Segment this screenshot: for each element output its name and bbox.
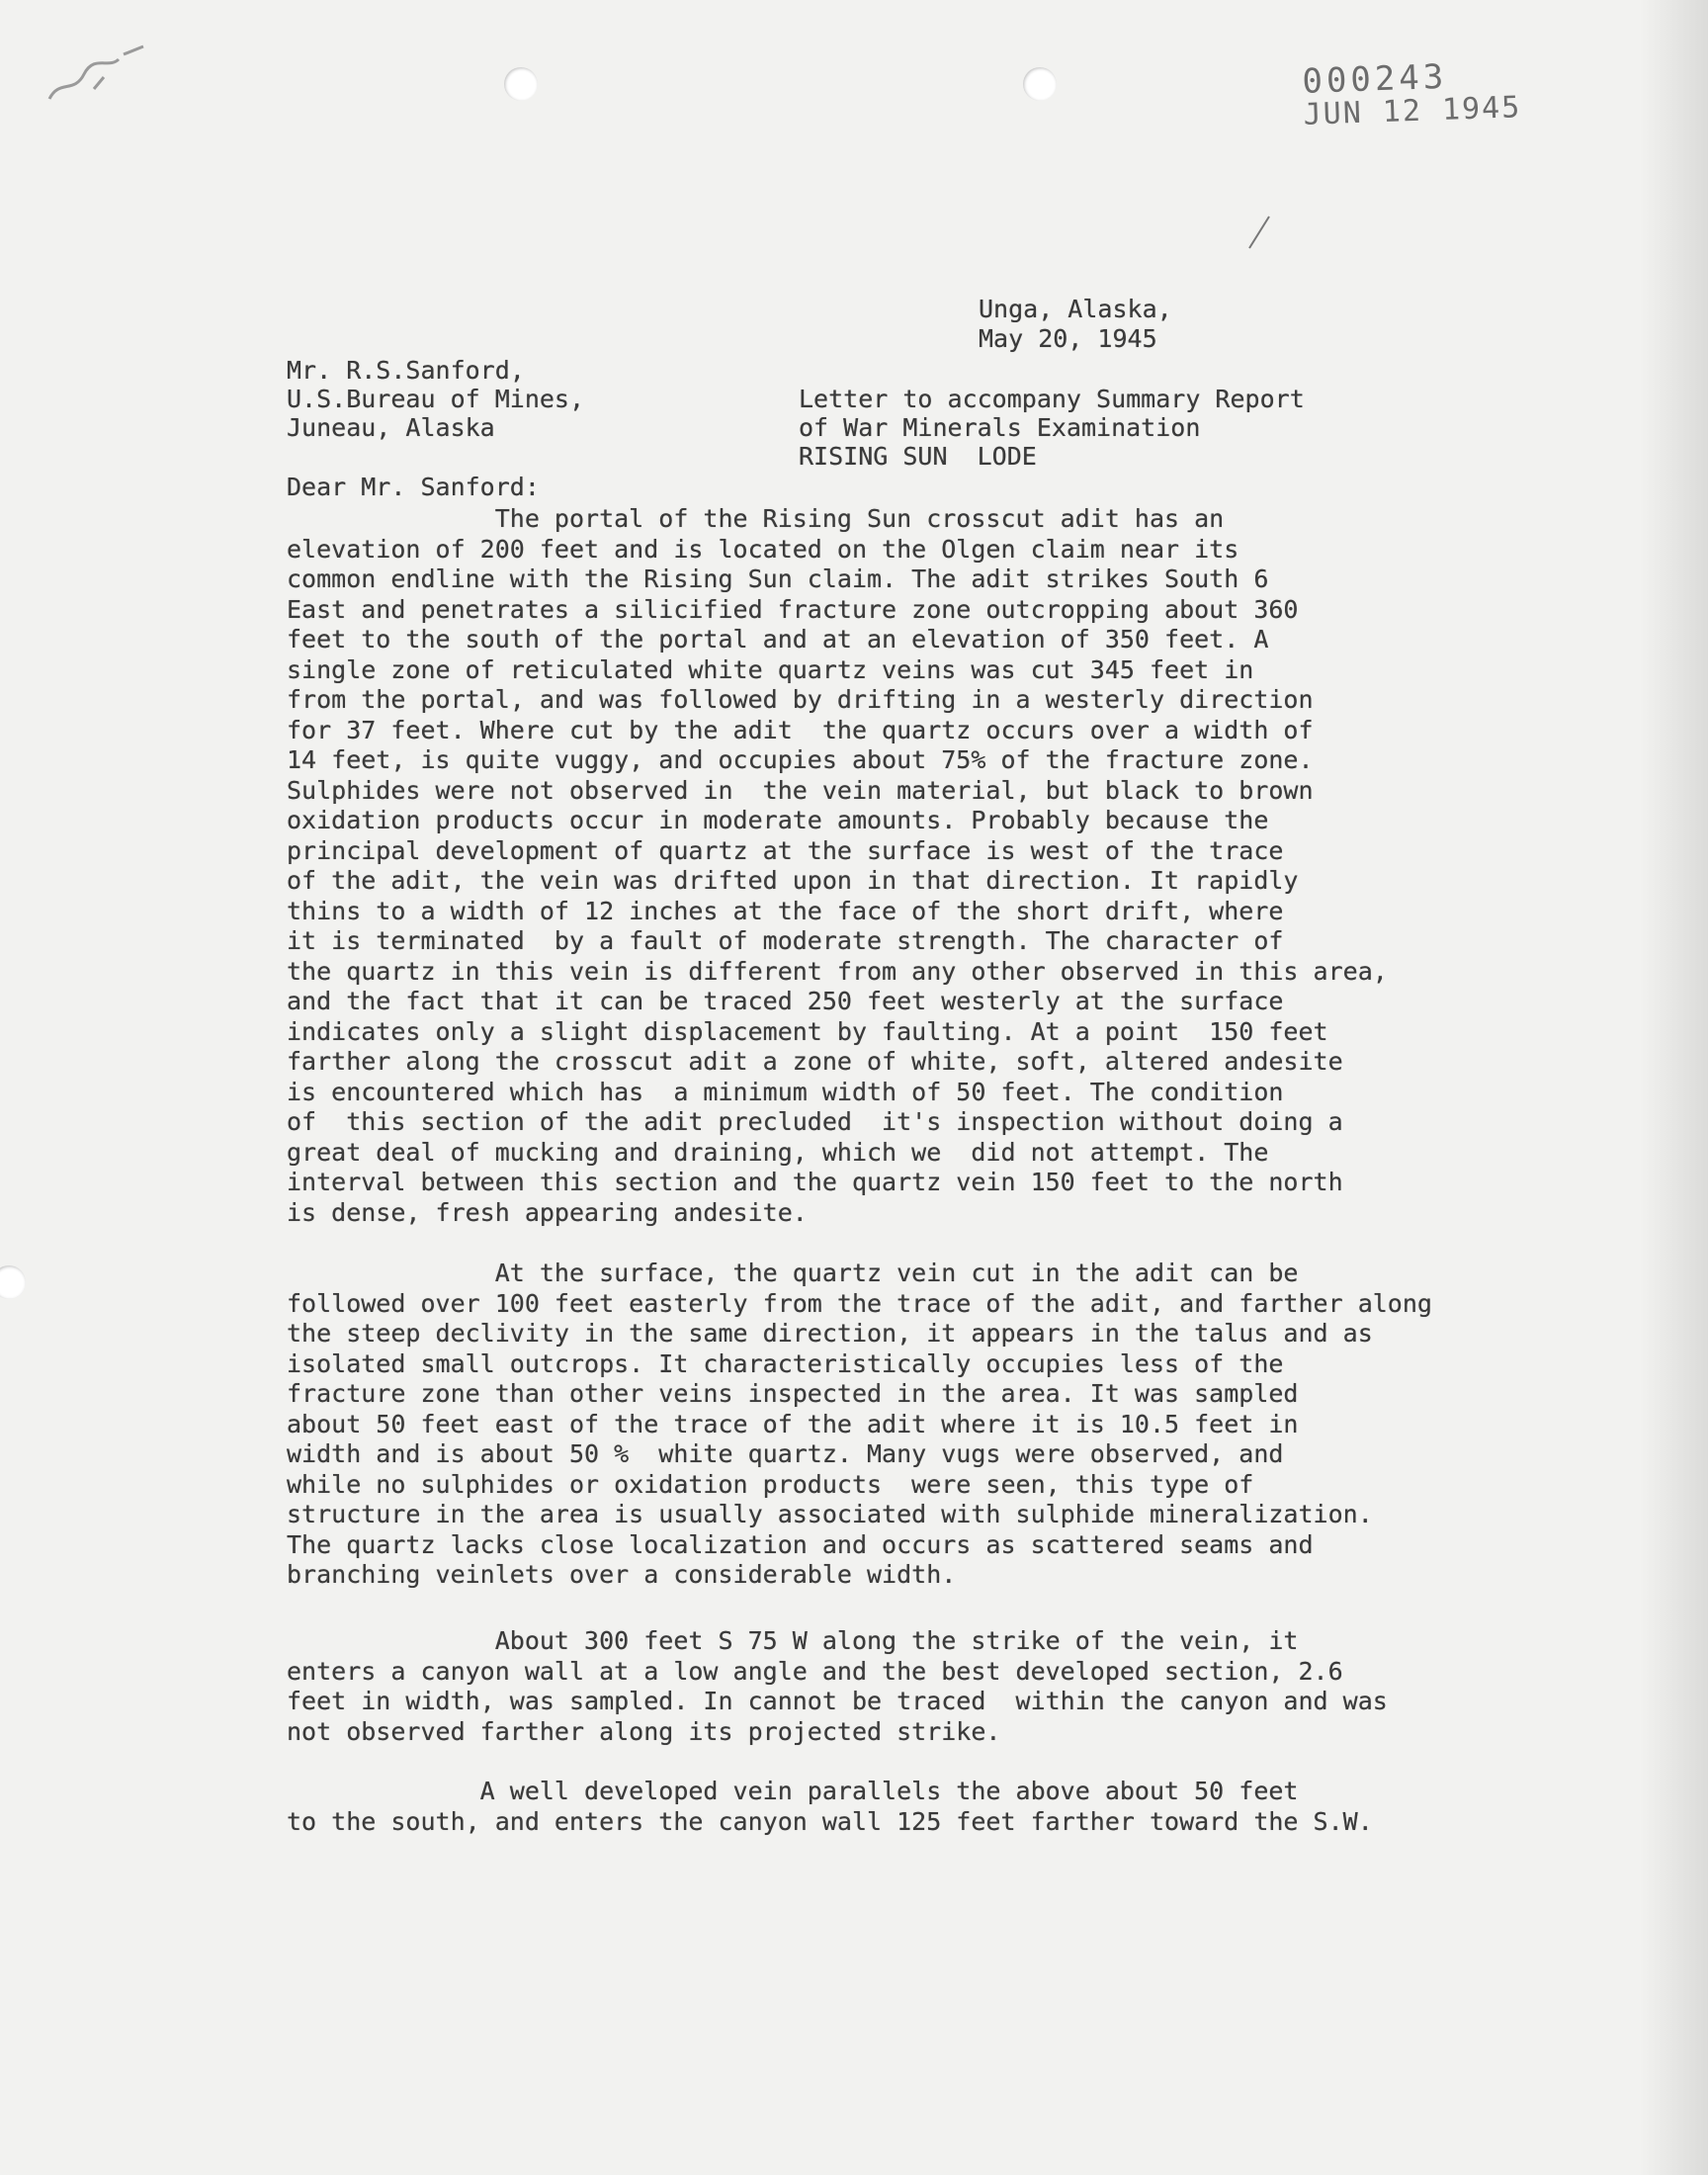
body-line: width and is about 50 % white quartz. Many vugs were observed, and <box>287 1439 1284 1468</box>
body-line: the quartz in this vein is different from any other observed in this area, <box>287 956 1388 986</box>
body-line: and the fact that it can be traced 250 feet westerly at the surface <box>287 987 1284 1015</box>
body-line: of this section of the adit precluded it's inspection without doing a <box>287 1107 1343 1136</box>
body-line: not observed farther along its projected strike. <box>287 1716 1001 1746</box>
body-line: A well developed vein parallels the above about 50 feet <box>287 1777 1299 1805</box>
receipt-stamp <box>1302 57 1522 132</box>
pencil-tick-icon <box>1245 213 1275 252</box>
recipient-name: Mr. R.S.Sanford, <box>287 356 525 385</box>
body-line: farther along the crosscut adit a zone of white, soft, altered andesite <box>287 1047 1343 1076</box>
stamp-number: 000243 <box>1301 56 1448 102</box>
body-line: thins to a width of 12 inches at the face of the short drift, where <box>287 896 1284 925</box>
punch-hole-left <box>0 1265 26 1299</box>
body-line: of the adit, the vein was drifted upon in that direction. It rapidly <box>287 866 1299 895</box>
body-line: At the surface, the quartz vein cut in the adit can be <box>287 1259 1299 1287</box>
body-line: is encountered which has a minimum width of 50 feet. The condition <box>287 1077 1284 1106</box>
body-line: branching veinlets over a considerable width. <box>287 1560 957 1589</box>
body-line: enters a canyon wall at a low angle and the best developed section, 2.6 <box>287 1656 1343 1686</box>
body-line: to the south, and enters the canyon wall 125 feet farther toward the S.W. <box>287 1806 1373 1836</box>
body-line: feet to the south of the portal and at an elevation of 350 feet. A <box>287 625 1269 653</box>
body-line: The quartz lacks close localization and occurs as scattered seams and <box>287 1529 1314 1559</box>
body-line: about 50 feet east of the trace of the adit where it is 10.5 feet in <box>287 1409 1299 1438</box>
punch-hole-top <box>504 67 538 101</box>
body-line: single zone of reticulated white quartz veins was cut 345 feet in <box>287 654 1254 684</box>
salutation: Dear Mr. Sanford: <box>287 473 540 501</box>
body-line: great deal of mucking and draining, which we did not attempt. The <box>287 1137 1269 1167</box>
body-line: About 300 feet S 75 W along the strike of the vein, it <box>287 1626 1299 1655</box>
recipient-city: Juneau, Alaska <box>287 413 495 442</box>
body-line: feet in width, was sampled. In cannot be traced within the canyon and was <box>287 1687 1388 1715</box>
subject-line-3: RISING SUN LODE <box>799 442 1037 471</box>
dateline-date: May 20, 1945 <box>979 324 1157 353</box>
body-line: followed over 100 feet easterly from the trace of the adit, and farther along <box>287 1288 1432 1318</box>
subject-line-1: Letter to accompany Summary Report <box>799 385 1305 413</box>
body-line: common endline with the Rising Sun claim. The adit strikes South 6 <box>287 565 1269 593</box>
body-line: while no sulphides or oxidation products were seen, this type of <box>287 1469 1254 1499</box>
body-line: fracture zone than other veins inspected in the area. It was sampled <box>287 1379 1299 1408</box>
dateline-place: Unga, Alaska, <box>979 295 1172 323</box>
page-edge-shadow <box>1639 0 1708 2175</box>
body-line: isolated small outcrops. It characteristically occupies less of the <box>287 1348 1284 1378</box>
recipient-org: U.S.Bureau of Mines, <box>287 385 585 413</box>
pencil-mark-icon <box>40 40 158 119</box>
subject-line-2: of War Minerals Examination <box>799 413 1201 442</box>
body-line: it is terminated by a fault of moderate strength. The character of <box>287 926 1284 955</box>
body-line: interval between this section and the quartz vein 150 feet to the north <box>287 1168 1343 1196</box>
body-line: East and penetrates a silicified fracture zone outcropping about 360 <box>287 594 1299 624</box>
body-line: 14 feet, is quite vuggy, and occupies about 75% of the fracture zone. <box>287 745 1314 774</box>
body-line: Sulphides were not observed in the vein material, but black to brown <box>287 775 1314 805</box>
body-line: elevation of 200 feet and is located on the Olgen claim near its <box>287 534 1239 564</box>
body-line: from the portal, and was followed by drifting in a westerly direction <box>287 685 1314 714</box>
body-line: oxidation products occur in moderate amounts. Probably because the <box>287 806 1269 834</box>
body-line: The portal of the Rising Sun crosscut adit has an <box>287 504 1225 533</box>
body-line: indicates only a slight displacement by faulting. At a point 150 feet <box>287 1016 1328 1046</box>
body-line: for 37 feet. Where cut by the adit the quartz occurs over a width of <box>287 715 1314 744</box>
body-line: structure in the area is usually associated with sulphide mineralization. <box>287 1500 1373 1528</box>
body-line: is dense, fresh appearing andesite. <box>287 1197 808 1227</box>
body-line: principal development of quartz at the surface is west of the trace <box>287 835 1284 865</box>
punch-hole-top-right <box>1023 67 1057 101</box>
body-line: the steep declivity in the same direction, it appears in the talus and as <box>287 1319 1373 1348</box>
stamp-date: JUN 12 1945 <box>1303 90 1522 132</box>
